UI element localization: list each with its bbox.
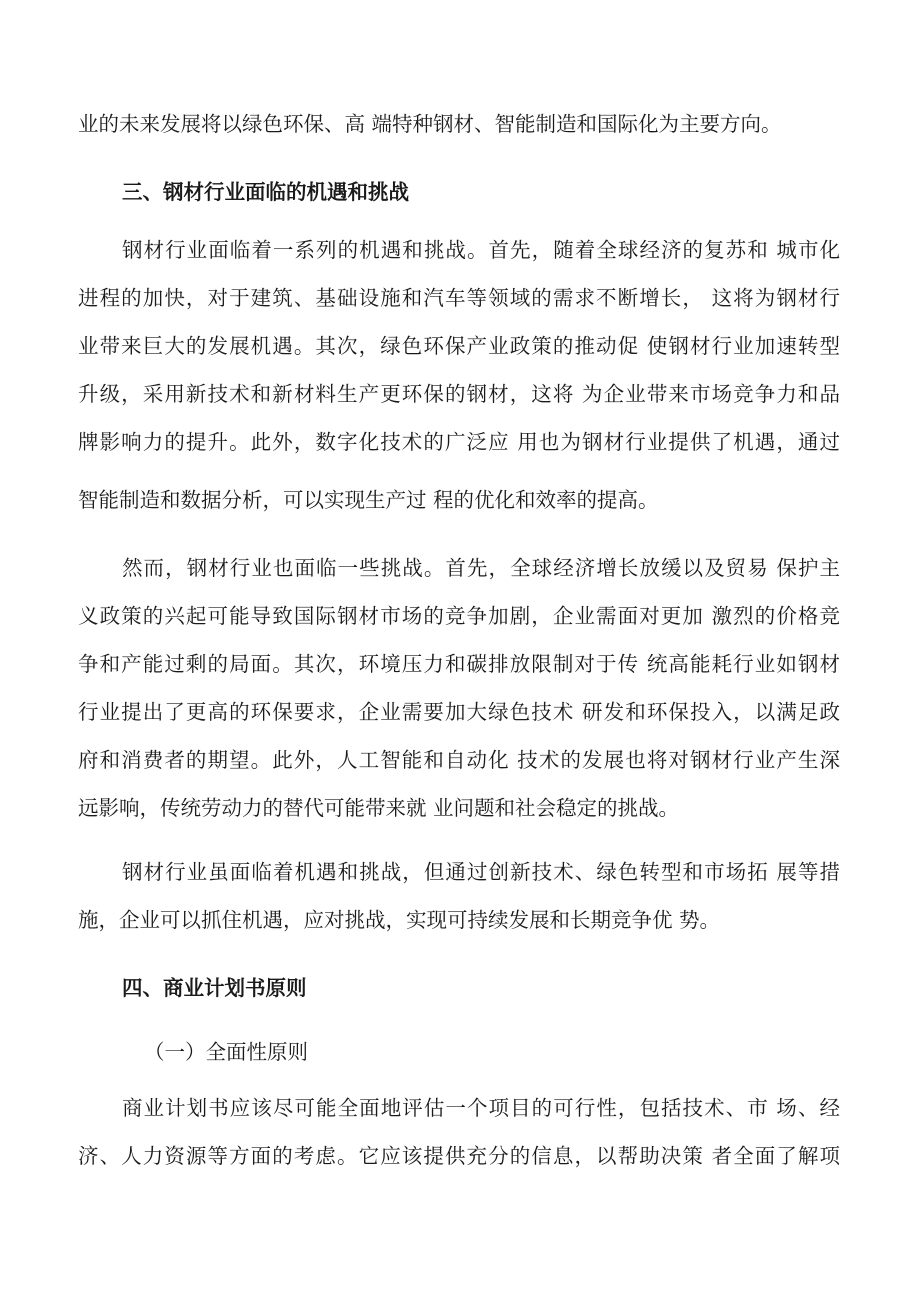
paragraph-line: 府和消费者的期望。此外，人工智能和自动化 技术的发展也将对钢材行业产生深 [78,748,840,772]
paragraph-line: 争和产能过剩的局面。其次，环境压力和碳排放限制对于传 统高能耗行业如钢材 [78,652,840,676]
paragraph-line: 业的未来发展将以绿色环保、高 端特种钢材、智能制造和国际化为主要方向。 [78,112,782,136]
paragraph-line: 济、人力资源等方面的考虑。它应该提供充分的信息，以帮助决策 者全面了解项 [78,1144,840,1168]
paragraph-line: 钢材行业虽面临着机遇和挑战，但通过创新技术、绿色转型和市场拓 展等措 [122,860,840,884]
paragraph-line: 牌影响力的提升。此外，数字化技术的广泛应 用也为钢材行业提供了机遇，通过 [78,430,840,454]
paragraph-line: 然而，钢材行业也面临一些挑战。首先，全球经济增长放缓以及贸易 保护主 [122,556,840,580]
paragraph-line: 行业提出了更高的环保要求，企业需要加大绿色技术 研发和环保投入，以满足政 [78,700,840,724]
paragraph-line: 钢材行业面临着一系列的机遇和挑战。首先，随着全球经济的复苏和 城市化 [122,238,840,262]
subsection-heading: （一）全面性原则 [144,1040,308,1064]
section-heading-3: 三、钢材行业面临的机遇和挑战 [122,180,409,204]
paragraph-line: 远影响，传统劳动力的替代可能带来就 业问题和社会稳定的挑战。 [78,796,680,820]
section-heading-4: 四、商业计划书原则 [122,976,307,1000]
paragraph-line: 业带来巨大的发展机遇。其次，绿色环保产业政策的推动促 使钢材行业加速转型 [78,334,840,358]
paragraph-line: 商业计划书应该尽可能全面地评估一个项目的可行性，包括技术、市 场、经 [122,1096,840,1120]
paragraph-line: 智能制造和数据分析，可以实现生产过 程的优化和效率的提高。 [78,488,659,512]
paragraph-line: 升级，采用新技术和新材料生产更环保的钢材，这将 为企业带来市场竞争力和品 [78,382,840,406]
paragraph-line: 进程的加快，对于建筑、基础设施和汽车等领域的需求不断增长， 这将为钢材行 [78,286,840,310]
paragraph-line: 义政策的兴起可能导致国际钢材市场的竞争加剧，企业需面对更加 激烈的价格竞 [78,604,840,628]
paragraph-line: 施，企业可以抓住机遇，应对挑战，实现可持续发展和长期竞争优 势。 [78,908,721,932]
